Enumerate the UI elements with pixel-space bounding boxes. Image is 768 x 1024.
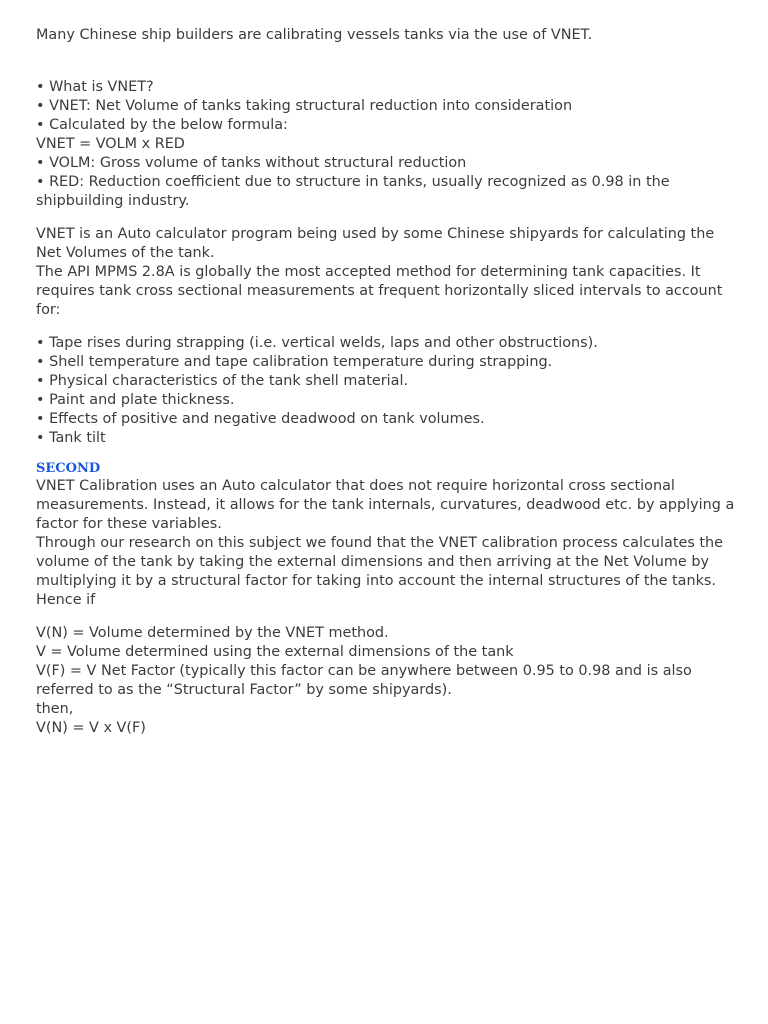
definition-line: V(N) = Volume determined by the VNET method.	[36, 625, 389, 641]
api-paragraph: The API MPMS 2.8A is globally the most accepted method for determining tank capacities. It requires tank cross sectional measurements at frequent horizontally sliced intervals to account for:	[36, 264, 723, 318]
list-item: • VNET: Net Volume of tanks taking structural reduction into consideration	[36, 98, 573, 114]
calibration-section	[36, 477, 736, 610]
auto-calculator-paragraph: VNET is an Auto calculator program being used by some Chinese shipyards for calculating the Net Volumes of the tank.	[36, 226, 715, 261]
definition-line: then,	[36, 701, 74, 717]
calibration-paragraph: VNET Calibration uses an Auto calculator that does not require horizontal cross sectional measurements. Instead, it allows for the tank internals, curvatures, deadwood etc. by applying a factor for these variables.	[36, 478, 735, 532]
list-item: • Paint and plate thickness.	[36, 392, 235, 408]
intro-paragraph: Many Chinese ship builders are calibrating vessels tanks via the use of VNET.	[36, 27, 593, 43]
research-paragraph: Through our research on this subject we found that the VNET calibration process calculates the volume of the tank by taking the external dimensions and then arriving at the Net Volume by multiplying it by a structural factor for taking into account the internal structures of the tanks.	[36, 535, 724, 589]
list-item: • RED: Reduction coefficient due to structure in tanks, usually recognized as 0.98 in the shipbuilding industry.	[36, 174, 670, 209]
list-item: • Calculated by the below formula:	[36, 117, 288, 133]
formula-line: VNET = VOLM x RED	[36, 136, 185, 152]
api-factor-list	[36, 334, 736, 448]
formula-definitions	[36, 624, 736, 738]
formula-line: V(N) = V x V(F)	[36, 720, 146, 736]
list-item: • Tape rises during strapping (i.e. vertical welds, laps and other obstructions).	[36, 335, 598, 351]
list-item: • Tank tilt	[36, 430, 106, 446]
definition-line: V(F) = V Net Factor (typically this factor can be anywhere between 0.95 to 0.98 and is also referred to as the “Structural Factor” by some shipyards).	[36, 663, 692, 698]
list-item: • Physical characteristics of the tank shell material.	[36, 373, 409, 389]
vnet-definition-list	[36, 78, 736, 211]
list-item: • Effects of positive and negative deadwood on tank volumes.	[36, 411, 485, 427]
definition-line: V = Volume determined using the external dimensions of the tank	[36, 644, 514, 660]
list-item: • VOLM: Gross volume of tanks without structural reduction	[36, 155, 467, 171]
list-item: • What is VNET?	[36, 79, 154, 95]
api-section	[36, 225, 736, 320]
document-page	[36, 26, 736, 738]
list-item: • Shell temperature and tape calibration temperature during strapping.	[36, 354, 553, 370]
hence-if-text: Hence if	[36, 592, 96, 608]
section-heading-second: SECOND	[36, 461, 101, 476]
